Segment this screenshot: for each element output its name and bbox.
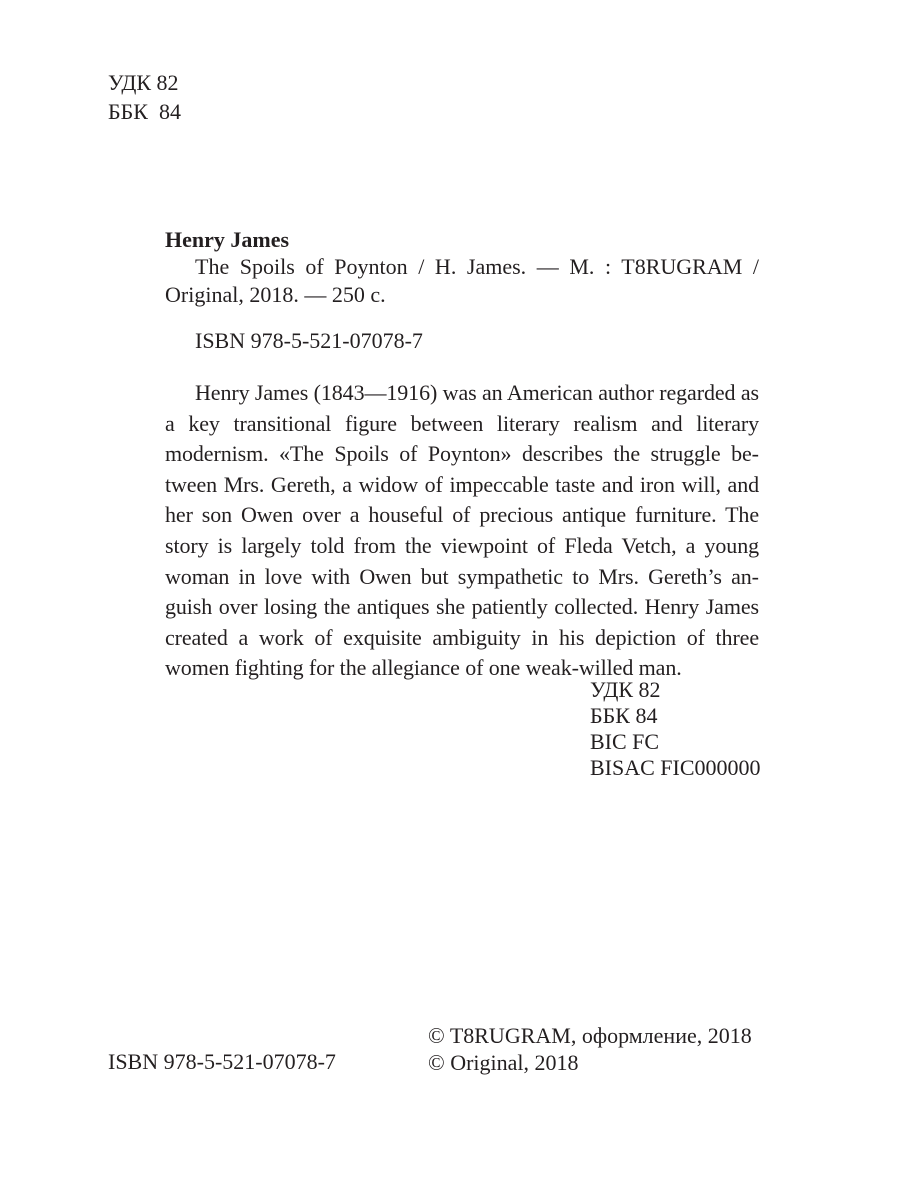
book-abstract: Henry James (1843—1916) was an American author regarded as a key transitional figure between literary realism and literary modernism. «The Spoils of Poynton» describes the struggle between Mrs. Gereth, a widow of impeccable taste and iron will, and her son Owen over a houseful of precious antique furniture. The story is largely told from the viewpoint of Fleda Vetch, a young woman in love with Owen but sympathetic to Mrs. Gereth’s anguish over losing the antiques she patiently collected. Henry James created a work of exquisite ambiguity in his depiction of three women fighting for the allegiance of one weak-willed man. xyxy=(165,380,759,681)
footer-isbn: ISBN 978-5-521-07078-7 xyxy=(108,1049,336,1074)
udk-code: УДК 82 xyxy=(590,677,661,702)
bisac-code: BISAC FIC000000 xyxy=(590,755,761,780)
book-description: The Spoils of Poynton / H. James. — M. : T8RUGRAM / Original, 2018. — 250 c. xyxy=(165,254,759,307)
copyright-notices xyxy=(428,1022,752,1076)
bic-code: BIC FC xyxy=(590,729,660,754)
udk-code: УДК 82 xyxy=(108,70,179,95)
top-classification-codes xyxy=(108,68,181,126)
copyright-original: © Original, 2018 xyxy=(428,1050,579,1075)
bbk-code: ББК 84 xyxy=(590,703,658,728)
record-isbn: ISBN 978-5-521-07078-7 xyxy=(195,328,423,353)
bibliographic-record xyxy=(165,227,759,684)
bbk-code: ББК 84 xyxy=(108,99,181,124)
copyright-design: © T8RUGRAM, оформление, 2018 xyxy=(428,1023,752,1048)
author-name: Henry James xyxy=(165,227,290,252)
classification-codes xyxy=(590,677,761,781)
